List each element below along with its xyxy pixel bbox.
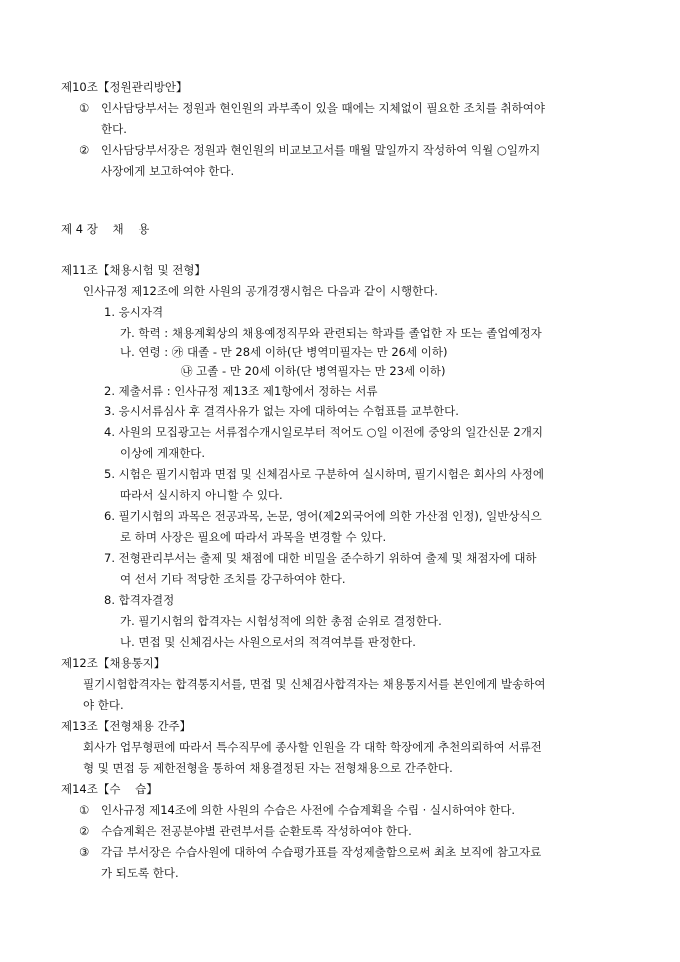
list-item-continuation: 로 하며 사장은 필요에 따라서 과목을 변경할 수 있다. (120, 530, 387, 544)
list-item: 8. 합격자결정 (104, 593, 175, 607)
list-item: 3. 응시서류심사 후 결격사유가 없는 자에 대하여는 수험표를 교부한다. (104, 404, 459, 418)
paragraph-line: 인사규정 제14조에 의한 사원의 수습은 사전에 수습계획을 수립 · 실시하여야 한다. (101, 803, 515, 817)
sub-list-item: 나. 연령 : ㉮ 대졸 - 만 28세 이하(단 병역미필자는 만 26세 이하) (120, 345, 448, 359)
sub-list-item: 가. 필기시험의 합격자는 시험성적에 의한 총점 순위로 결정한다. (120, 614, 442, 628)
chapter-heading: 제 4 장 채 용 (61, 222, 150, 236)
list-number: ② (79, 143, 90, 157)
list-number: ② (79, 824, 90, 838)
list-item: 1. 응시자격 (104, 305, 164, 319)
paragraph-line: 가 되도록 한다. (101, 866, 179, 880)
paragraph-line: 수습계획은 전공분야별 관련부서를 순환토록 작성하여야 한다. (101, 824, 412, 838)
list-item: 5. 시험은 필기시험과 면접 및 신체검사로 구분하여 실시하며, 필기시험은 회사의 사정에 (104, 467, 544, 481)
article-11-title: 제11조【채용시험 및 전형】 (61, 263, 206, 277)
list-item: 6. 필기시험의 과목은 전공과목, 논문, 영어(제2외국어에 의한 가산점 인정), 일반상식으 (104, 509, 542, 523)
paragraph-line: 각급 부서장은 수습사원에 대하여 수습평가표를 작성제출함으로써 최초 보직에 참고자료 (101, 845, 542, 859)
list-item-continuation: 여 선서 기타 적당한 조치를 강구하여야 한다. (120, 572, 346, 586)
paragraph-line: 사장에게 보고하여야 한다. (101, 164, 235, 178)
list-item: 2. 제출서류 : 인사규정 제13조 제1항에서 정하는 서류 (104, 384, 378, 398)
article-14-title: 제14조【수 습】 (61, 782, 158, 796)
paragraph-line: 한다. (101, 122, 127, 136)
article-13-title: 제13조【전형채용 간주】 (61, 719, 192, 733)
paragraph-line: 인사담당부서는 정원과 현인원의 과부족이 있을 때에는 지체없이 필요한 조치를 취하여야 (101, 101, 545, 115)
article-12-title: 제12조【채용통지】 (61, 656, 166, 670)
list-item: 7. 전형관리부서는 출제 및 채점에 대한 비밀을 준수하기 위하여 출제 및 채점자에 대하 (104, 551, 537, 565)
sub-list-item: 가. 학력 : 채용계획상의 채용예정직무와 관련되는 학과를 졸업한 자 또는 졸업예정자 (120, 326, 542, 340)
list-item-continuation: 이상에 게재한다. (120, 446, 206, 460)
list-number: ① (79, 803, 90, 817)
sub-list-item: ㉯ 고졸 - 만 20세 이하(단 병역필자는 만 23세 이하) (181, 364, 446, 378)
list-item: 4. 사원의 모집광고는 서류접수개시일로부터 적어도 ○일 이전에 중앙의 일간신문 2개지 (104, 425, 543, 439)
list-item-continuation: 따라서 실시하지 아니할 수 있다. (120, 488, 283, 502)
paragraph-line: 인사담당부서장은 정원과 현인원의 비교보고서를 매월 말일까지 작성하여 익월 ○일까지 (101, 143, 541, 157)
sub-list-item: 나. 면접 및 신체검사는 사원으로서의 적격여부를 판정한다. (120, 635, 416, 649)
paragraph-line: 필기시험합격자는 합격통지서를, 면접 및 신체검사합격자는 채용통지서를 본인에게 발송하여 (83, 677, 546, 691)
article-10-title: 제10조【정원관리방안】 (61, 80, 188, 94)
list-number: ③ (79, 845, 90, 859)
paragraph-line: 야 한다. (83, 698, 124, 712)
paragraph-line: 인사규정 제12조에 의한 사원의 공개경쟁시험은 다음과 같이 시행한다. (83, 284, 438, 298)
list-number: ① (79, 101, 90, 115)
paragraph-line: 형 및 면접 등 제한전형을 통하여 채용결정된 자는 전형채용으로 간주한다. (83, 761, 453, 775)
paragraph-line: 회사가 업무형편에 따라서 특수직무에 종사할 인원을 각 대학 학장에게 추천의뢰하여 서류전 (83, 740, 542, 754)
